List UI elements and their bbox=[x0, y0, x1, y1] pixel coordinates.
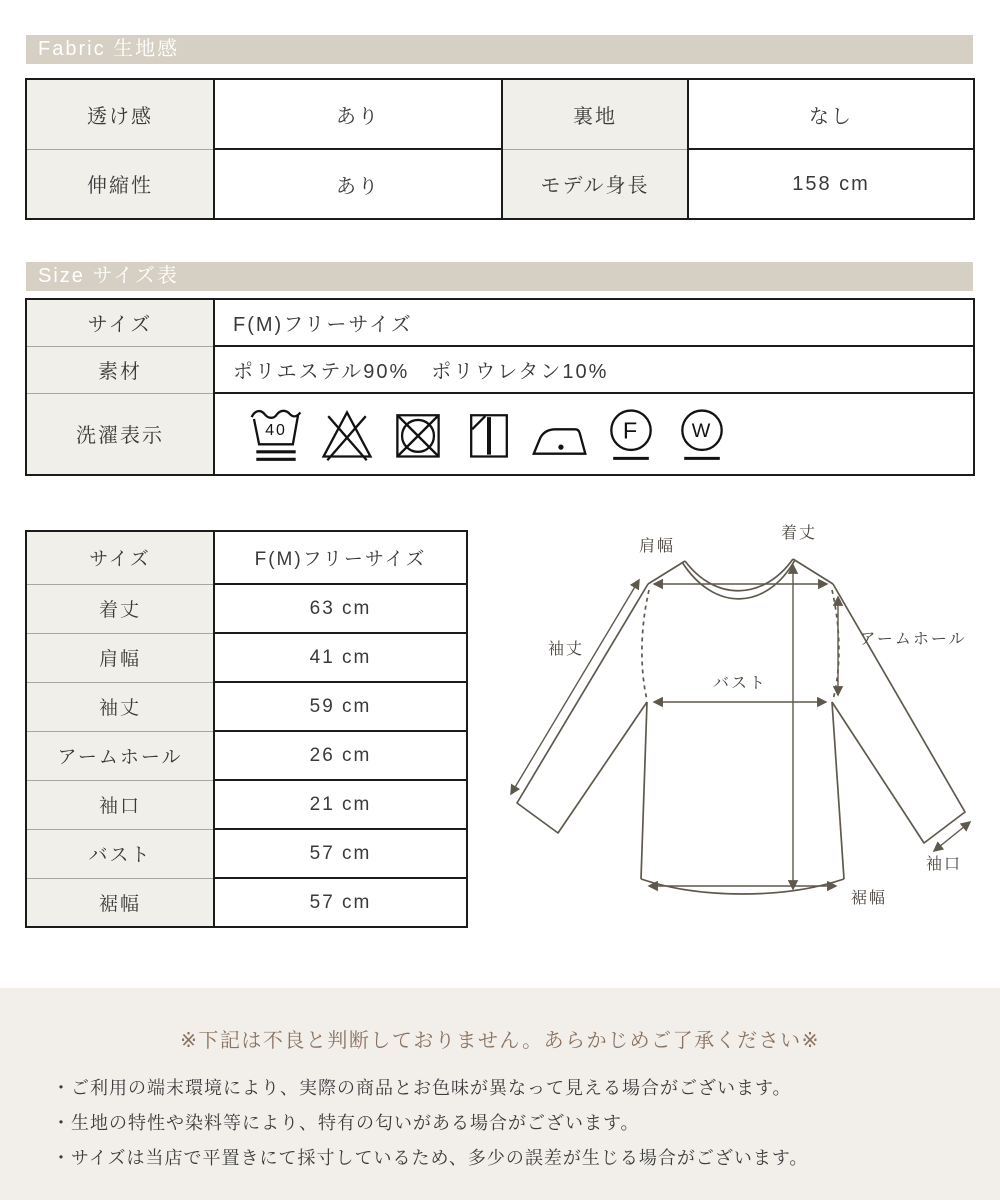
measurement-row bbox=[26, 584, 467, 633]
measurement-header-row bbox=[26, 531, 467, 584]
hem-value: 57 cm bbox=[214, 878, 467, 927]
diagram-sleeve-label: 袖丈 bbox=[547, 641, 585, 658]
measurement-row bbox=[26, 780, 467, 829]
cuff-value: 21 cm bbox=[214, 780, 467, 829]
size-info-table bbox=[25, 298, 975, 476]
note-item-odor: ・生地の特性や染料等により、特有の匂いがある場合がございます。 bbox=[52, 1113, 640, 1133]
bust-label: バスト bbox=[26, 829, 214, 878]
care-label: 洗濯表示 bbox=[26, 393, 214, 475]
diagram-cuff-label: 袖口 bbox=[925, 856, 963, 873]
diagram-shoulder-label: 肩幅 bbox=[638, 538, 676, 555]
diagram-labels bbox=[548, 524, 967, 907]
size-table-row bbox=[26, 393, 974, 475]
diagram-length-label: 着丈 bbox=[780, 525, 818, 542]
care-icons-cell bbox=[214, 393, 974, 475]
fabric-value-lining: なし bbox=[688, 79, 974, 149]
garment-measurement-diagram bbox=[480, 505, 1000, 945]
measurement-row bbox=[26, 829, 467, 878]
line-dry-in-shade-icon bbox=[460, 404, 518, 464]
measurement-row bbox=[26, 633, 467, 682]
length-label: 着丈 bbox=[26, 584, 214, 633]
size-value: F(M)フリーサイズ bbox=[214, 299, 974, 346]
diagram-bust-label: バスト bbox=[712, 675, 768, 692]
measurement-row bbox=[26, 731, 467, 780]
diagram-armhole-label: アームホール bbox=[859, 631, 967, 648]
shoulder-value: 41 cm bbox=[214, 633, 467, 682]
measurement-arrows bbox=[511, 565, 970, 889]
size-table-row bbox=[26, 299, 974, 346]
size-label: サイズ bbox=[26, 299, 214, 346]
svg-text:W: W bbox=[691, 419, 713, 442]
notes-heading: ※下記は不良と判断しておりません。あらかじめご了承ください※ bbox=[180, 1030, 820, 1052]
garment-outline bbox=[517, 559, 965, 894]
measurement-size-label: サイズ bbox=[26, 531, 214, 584]
disclaimer-notes bbox=[0, 988, 1000, 1200]
material-label: 素材 bbox=[26, 346, 214, 393]
cuff-arrow bbox=[934, 822, 970, 851]
do-not-tumble-dry-icon bbox=[389, 404, 447, 464]
measurement-row bbox=[26, 682, 467, 731]
iron-low-icon bbox=[531, 404, 589, 464]
fabric-label-lining: 裏地 bbox=[502, 79, 688, 149]
fabric-section-title: Fabric 生地感 bbox=[26, 35, 973, 64]
fabric-value-model-height: 158 cm bbox=[688, 149, 974, 219]
note-item-color: ・ご利用の端末環境により、実際の商品とお色味が異なって見える場合がございます。 bbox=[52, 1078, 792, 1098]
measurement-table bbox=[25, 530, 468, 928]
care-icons-row bbox=[233, 400, 972, 468]
sleeve-arrow bbox=[511, 580, 639, 794]
do-not-bleach-icon bbox=[318, 404, 376, 464]
fabric-label-sheerness: 透け感 bbox=[26, 79, 214, 149]
fabric-table-row bbox=[26, 79, 974, 149]
fabric-table-row bbox=[26, 149, 974, 219]
cuff-label: 袖口 bbox=[26, 780, 214, 829]
sleeve-label: 袖丈 bbox=[26, 682, 214, 731]
fabric-value-sheerness: あり bbox=[214, 79, 502, 149]
fabric-label-stretch: 伸縮性 bbox=[26, 149, 214, 219]
fabric-table bbox=[25, 78, 975, 220]
dry-clean-petroleum-gentle-icon bbox=[602, 404, 660, 464]
fabric-value-stretch: あり bbox=[214, 149, 502, 219]
sleeve-value: 59 cm bbox=[214, 682, 467, 731]
wet-clean-gentle-icon bbox=[673, 404, 731, 464]
size-table-row bbox=[26, 346, 974, 393]
svg-text:40: 40 bbox=[265, 421, 287, 439]
bust-value: 57 cm bbox=[214, 829, 467, 878]
hem-label: 裾幅 bbox=[26, 878, 214, 927]
material-value: ポリエステル90% ポリウレタン10% bbox=[214, 346, 974, 393]
size-section-title: Size サイズ表 bbox=[26, 262, 973, 291]
armhole-label: アームホール bbox=[26, 731, 214, 780]
svg-text:F: F bbox=[622, 417, 640, 444]
armhole-value: 26 cm bbox=[214, 731, 467, 780]
length-value: 63 cm bbox=[214, 584, 467, 633]
measurement-size-value: F(M)フリーサイズ bbox=[214, 531, 467, 584]
wash-40-icon bbox=[247, 404, 305, 464]
diagram-hem-label: 裾幅 bbox=[850, 890, 888, 907]
fabric-label-model-height: モデル身長 bbox=[502, 149, 688, 219]
note-item-sizing: ・サイズは当店で平置きにて採寸しているため、多少の誤差が生じる場合がございます。 bbox=[52, 1148, 809, 1168]
shoulder-label: 肩幅 bbox=[26, 633, 214, 682]
measurement-row bbox=[26, 878, 467, 927]
